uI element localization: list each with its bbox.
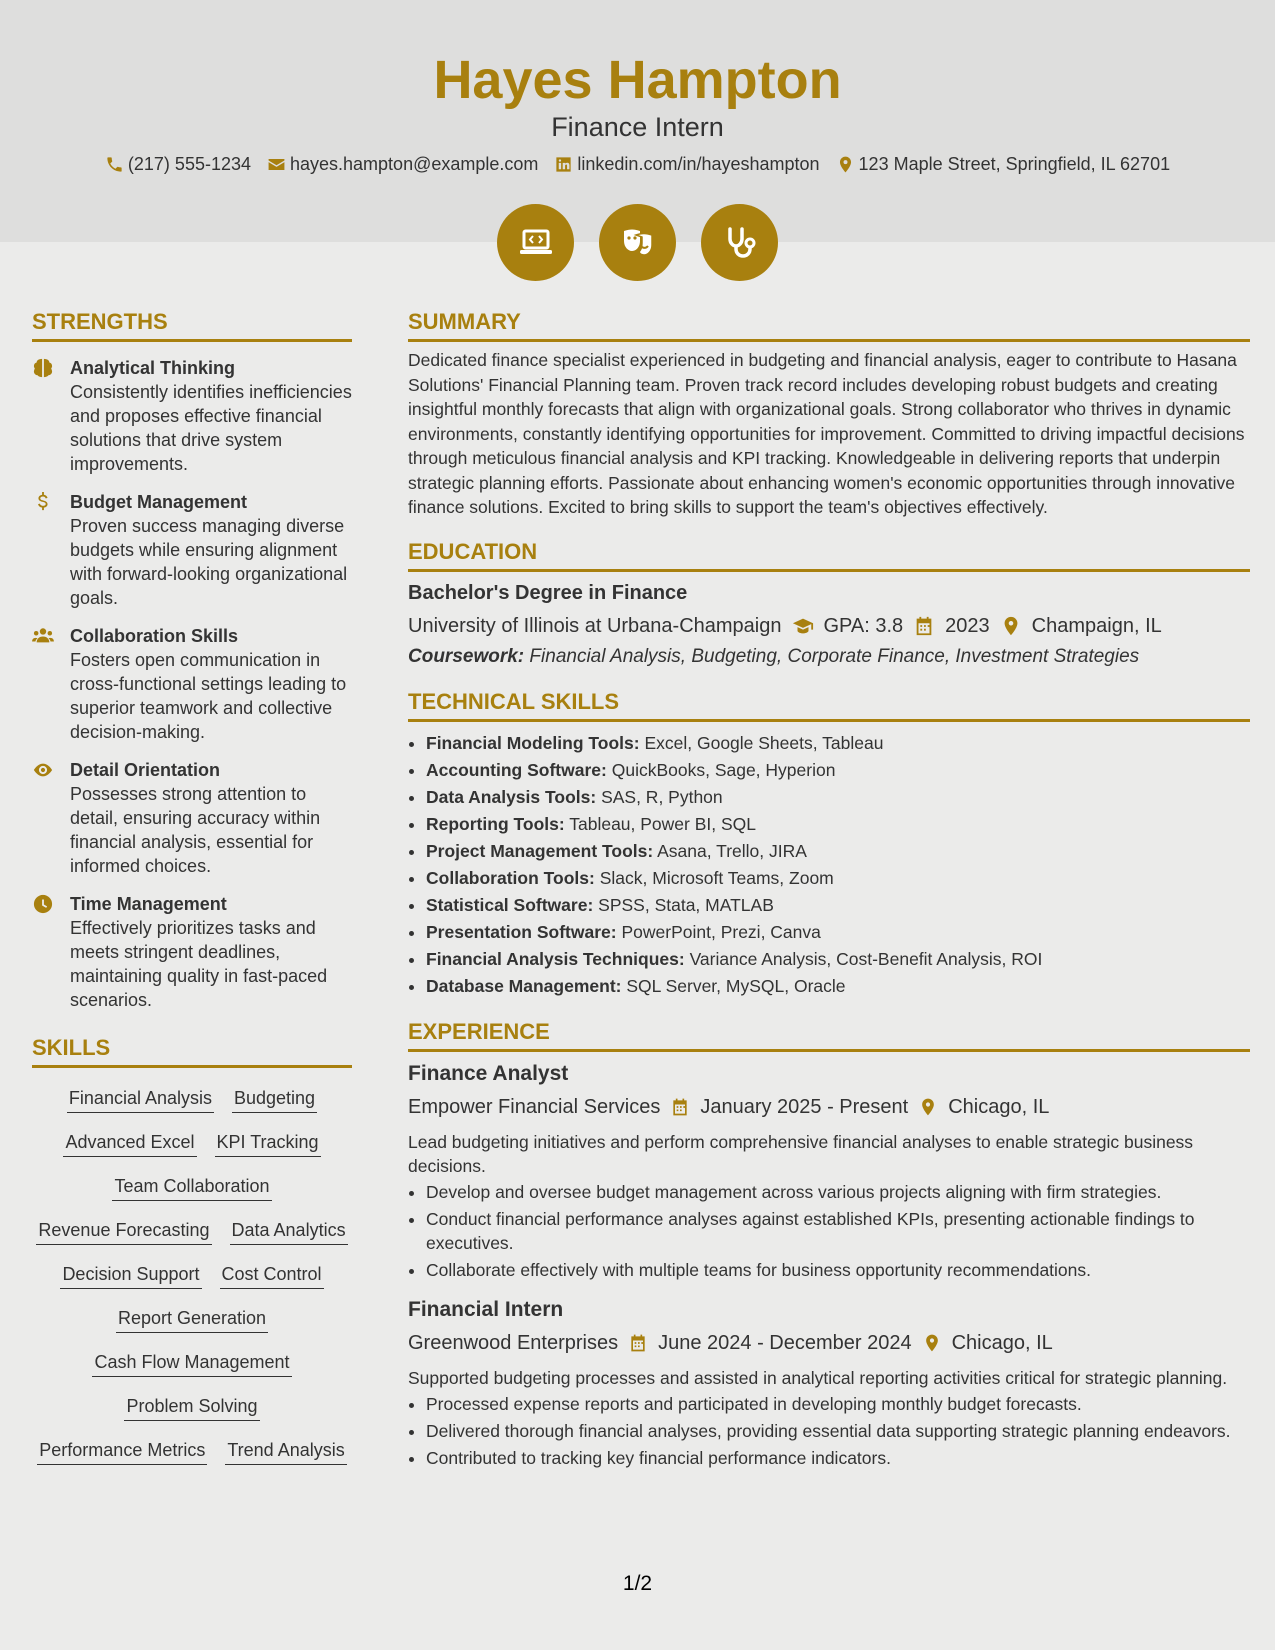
list-item <box>426 838 1250 865</box>
list-item <box>426 946 1250 973</box>
linkedin-text: linkedin.com/in/hayeshampton <box>577 154 820 174</box>
tech-value: QuickBooks, Sage, Hyperion <box>611 759 836 780</box>
theater-masks-badge <box>599 204 676 281</box>
brain-icon <box>32 358 54 378</box>
tech-value: Tableau, Power BI, SQL <box>569 813 757 834</box>
technical-skills-heading: TECHNICAL SKILLS <box>408 688 1250 722</box>
job-bullets <box>408 1180 1250 1282</box>
technical-skills-section <box>408 688 1250 1000</box>
list-item: • Delivered thorough financial analyses, providing essential data supporting strategic planning endeavors. <box>426 1419 1250 1443</box>
map-pin-icon <box>918 1097 938 1117</box>
phone-icon <box>105 155 124 174</box>
strength-desc: Consistently identifies inefficiencies and proposes effective financial solutions that drive system improvements. <box>70 382 352 474</box>
list-item <box>426 865 1250 892</box>
school-location: Champaign, IL <box>1031 614 1162 637</box>
contact-bar <box>0 152 1275 176</box>
strength-item <box>32 356 352 476</box>
dollar-icon <box>32 492 54 512</box>
education-heading: EDUCATION <box>408 538 1250 572</box>
education-section <box>408 538 1250 670</box>
stethoscope-badge <box>701 204 778 281</box>
job-description: Lead budgeting initiatives and perform comprehensive financial analyses to enable strategic business decisions. <box>408 1131 1194 1176</box>
strength-title: Time Management <box>70 894 227 914</box>
skill-tag: Cash Flow Management <box>92 1350 291 1377</box>
tech-value: SPSS, Stata, MATLAB <box>598 894 774 915</box>
tech-label: Collaboration Tools: <box>426 867 595 888</box>
skill-tag: Report Generation <box>116 1306 268 1333</box>
strength-item <box>32 490 352 610</box>
list-item: • Develop and oversee budget management across various projects aligning with firm strategies. <box>426 1180 1250 1204</box>
list-item: • Contributed to tracking key financial performance indicators. <box>426 1446 1250 1470</box>
job-dates: June 2024 - December 2024 <box>658 1331 912 1354</box>
tech-label: Accounting Software: <box>426 759 607 780</box>
strengths-list <box>32 356 352 1012</box>
right-column <box>408 308 1250 1473</box>
skill-tag: Decision Support <box>60 1262 201 1289</box>
candidate-role: Finance Intern <box>551 112 724 142</box>
school-name: University of Illinois at Urbana-Champaign <box>408 614 782 637</box>
users-icon <box>32 626 54 646</box>
tech-value: SAS, R, Python <box>601 786 723 807</box>
job-meta <box>408 1328 1250 1358</box>
map-pin-icon <box>922 1333 942 1353</box>
strength-item <box>32 758 352 878</box>
tech-value: Excel, Google Sheets, Tableau <box>644 732 884 753</box>
laptop-code-badge <box>497 204 574 281</box>
list-item: • Conduct financial performance analyses against established KPIs, presenting actionable findings to executives. <box>426 1207 1250 1255</box>
eye-icon <box>32 760 54 780</box>
strength-desc: Possesses strong attention to detail, ensuring accuracy within financial analysis, essential for informed choices. <box>70 784 321 876</box>
strength-title: Detail Orientation <box>70 760 221 780</box>
phone-text: (217) 555-1234 <box>127 154 251 174</box>
summary-heading: SUMMARY <box>408 308 1250 342</box>
skill-tag: Financial Analysis <box>67 1086 214 1113</box>
job-dates: January 2025 - Present <box>700 1095 909 1118</box>
technical-skills-list <box>408 730 1250 1000</box>
job-entry <box>408 1296 1250 1470</box>
skill-tag: Problem Solving <box>124 1394 259 1421</box>
list-item: • Processed expense reports and participated in developing monthly budget forecasts. <box>426 1392 1250 1416</box>
strength-item <box>32 892 352 1012</box>
tech-label: Financial Analysis Techniques: <box>426 948 685 969</box>
candidate-name: Hayes Hampton <box>433 50 842 110</box>
map-pin-icon <box>1000 615 1022 637</box>
graduation-cap-icon <box>792 615 814 637</box>
education-details <box>408 612 1250 640</box>
strength-desc: Fosters open communication in cross-functional settings leading to superior teamwork and collective decision-making. <box>70 650 347 742</box>
list-item <box>426 919 1250 946</box>
job-meta <box>408 1092 1250 1122</box>
contact-address <box>836 152 1171 176</box>
skill-tag: Cost Control <box>220 1262 324 1289</box>
stethoscope-icon <box>720 223 760 263</box>
skill-tag: Revenue Forecasting <box>36 1218 211 1245</box>
interest-icons <box>0 204 1275 281</box>
page-number: 1/2 <box>622 1572 653 1595</box>
tech-label: Data Analysis Tools: <box>426 786 597 807</box>
skill-tag: Budgeting <box>232 1086 317 1113</box>
strength-title: Collaboration Skills <box>70 626 239 646</box>
contact-linkedin[interactable] <box>554 152 819 176</box>
linkedin-icon <box>554 155 573 174</box>
job-title: Finance Analyst <box>408 1061 569 1085</box>
tech-value: Asana, Trello, JIRA <box>657 840 807 861</box>
clock-icon <box>32 894 54 914</box>
calendar-icon <box>913 615 935 637</box>
left-column <box>32 308 352 1465</box>
company-name: Empower Financial Services <box>408 1095 661 1118</box>
coursework-list: Financial Analysis, Budgeting, Corporate Finance, Investment Strategies <box>529 645 1140 667</box>
gpa-text: GPA: 3.8 <box>823 614 904 637</box>
skill-tag: KPI Tracking <box>215 1130 321 1157</box>
list-item <box>426 784 1250 811</box>
company-name: Greenwood Enterprises <box>408 1331 619 1354</box>
list-item <box>426 730 1250 757</box>
envelope-icon <box>267 155 286 174</box>
tech-value: Variance Analysis, Cost-Benefit Analysis, ROI <box>689 948 1043 969</box>
skill-tag: Data Analytics <box>230 1218 348 1245</box>
tech-label: Statistical Software: <box>426 894 594 915</box>
graduation-year: 2023 <box>945 614 990 637</box>
job-description: Supported budgeting processes and assisted in analytical reporting activities critical for strategic planning. <box>408 1367 1228 1388</box>
skill-tag: Team Collaboration <box>112 1174 271 1201</box>
list-item: • Collaborate effectively with multiple teams for business opportunity recommendations. <box>426 1258 1250 1282</box>
tech-label: Project Management Tools: <box>426 840 654 861</box>
experience-heading: EXPERIENCE <box>408 1018 1250 1052</box>
tech-label: Presentation Software: <box>426 921 617 942</box>
job-location: Chicago, IL <box>951 1331 1053 1354</box>
map-pin-icon <box>836 155 855 174</box>
list-item <box>426 892 1250 919</box>
job-title: Financial Intern <box>408 1297 564 1321</box>
tech-label: Reporting Tools: <box>426 813 565 834</box>
summary-text: Dedicated finance specialist experienced in budgeting and financial analysis, eager to contribute to Hasana Solutions' Financial Planning team. Proven track record includes developing robust budgets and creating insightful monthly forecasts that align with organizational goals. Strong collaborator who thrives in dynamic environments, constantly identifying opportunities for improvement. Committed to driving impactful decisions through meticulous financial analysis and KPI tracking. Knowledgeable in delivering reports that underpin strategic planning efforts. Passionate about enhancing women's economic opportunities through innovative finance solutions. Excited to bring skills to support the team's objectives effectively. <box>408 350 1245 517</box>
list-item <box>426 811 1250 838</box>
calendar-icon <box>670 1097 690 1117</box>
contact-phone[interactable] <box>105 152 251 176</box>
laptop-code-icon <box>516 223 556 263</box>
skills-list <box>32 1068 352 1465</box>
job-location: Chicago, IL <box>948 1095 1050 1118</box>
tech-label: Database Management: <box>426 975 622 996</box>
job-entry <box>408 1060 1250 1282</box>
job-bullets <box>408 1392 1250 1470</box>
calendar-icon <box>628 1333 648 1353</box>
degree-title: Bachelor's Degree in Finance <box>408 581 688 604</box>
strength-item <box>32 624 352 744</box>
strength-title: Budget Management <box>70 492 248 512</box>
tech-value: SQL Server, MySQL, Oracle <box>626 975 846 996</box>
contact-email[interactable] <box>267 152 538 176</box>
strength-desc: Proven success managing diverse budgets while ensuring alignment with forward-looking organizational goals. <box>70 516 348 608</box>
skills-heading: SKILLS <box>32 1034 352 1068</box>
tech-value: Slack, Microsoft Teams, Zoom <box>599 867 834 888</box>
list-item <box>426 973 1250 1000</box>
experience-section <box>408 1018 1250 1470</box>
tech-value: PowerPoint, Prezi, Canva <box>621 921 821 942</box>
list-item <box>426 757 1250 784</box>
coursework-label: Coursework: <box>408 645 525 667</box>
tech-label: Financial Modeling Tools: <box>426 732 640 753</box>
skill-tag: Trend Analysis <box>225 1438 346 1465</box>
email-text: hayes.hampton@example.com <box>290 154 539 174</box>
strengths-heading: STRENGTHS <box>32 308 352 342</box>
coursework <box>408 644 1250 670</box>
theater-masks-icon <box>618 223 658 263</box>
strength-desc: Effectively prioritizes tasks and meets stringent deadlines, maintaining quality in fast-paced scenarios. <box>70 918 328 1010</box>
skill-tag: Performance Metrics <box>37 1438 207 1465</box>
address-text: 123 Maple Street, Springfield, IL 62701 <box>858 154 1171 174</box>
strength-title: Analytical Thinking <box>70 358 236 378</box>
skill-tag: Advanced Excel <box>63 1130 196 1157</box>
